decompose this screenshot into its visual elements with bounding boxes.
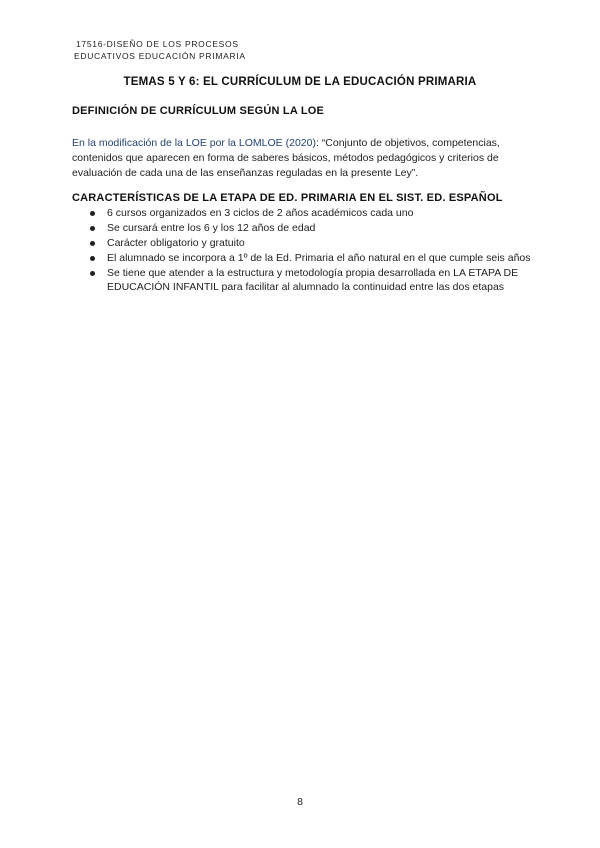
definition-source: En la modificación de la LOE por la LOMLOE (2020) [72,137,316,149]
list-item [90,266,540,294]
list-item-text: Carácter obligatorio y gratuito [107,237,245,249]
document-header [74,38,246,62]
definition-paragraph [72,136,532,181]
page-title: TEMAS 5 Y 6: EL CURRÍCULUM DE LA EDUCACIÓN PRIMARIA [123,76,477,88]
bullet-icon [90,211,95,216]
list-item-text: Se cursará entre los 6 y los 12 años de edad [107,222,316,234]
bullet-icon [90,256,95,261]
list-item [90,221,540,235]
header-line-1: 17516-DISEÑO DE LOS PROCESOS [76,39,239,49]
page-number: 8 [297,796,303,808]
section-heading-definicion: DEFINICIÓN DE CURRÍCULUM SEGÚN LA LOE [72,105,325,117]
list-item [90,251,540,265]
characteristics-list [90,206,540,295]
list-item [90,206,540,220]
section-heading-caracteristicas: CARACTERÍSTICAS DE LA ETAPA DE ED. PRIMARIA EN EL SIST. ED. ESPAÑOL [72,192,503,204]
list-item-text: El alumnado se incorpora a 1º de la Ed. Primaria el año natural en el que cumple seis años [107,252,531,264]
header-line-2: EDUCATIVOS EDUCACIÓN PRIMARIA [74,51,246,61]
list-item-text: Se tiene que atender a la estructura y metodología propia desarrollada en LA ETAPA DE EDUCACIÓN INFANTIL para facilitar al alumnado la continuidad entre las dos etapas [107,267,519,293]
bullet-icon [90,271,95,276]
list-item-text: 6 cursos organizados en 3 ciclos de 2 años académicos cada uno [107,207,414,219]
bullet-icon [90,226,95,231]
list-item [90,236,540,250]
bullet-icon [90,241,95,246]
definition-text: : “Conjunto de objetivos, competencias, contenidos que aparecen en forma de saberes básicos, métodos pedagógicos y criterios de evaluación de cada una de las enseñanzas reguladas en la presente Ley”. [72,137,500,179]
